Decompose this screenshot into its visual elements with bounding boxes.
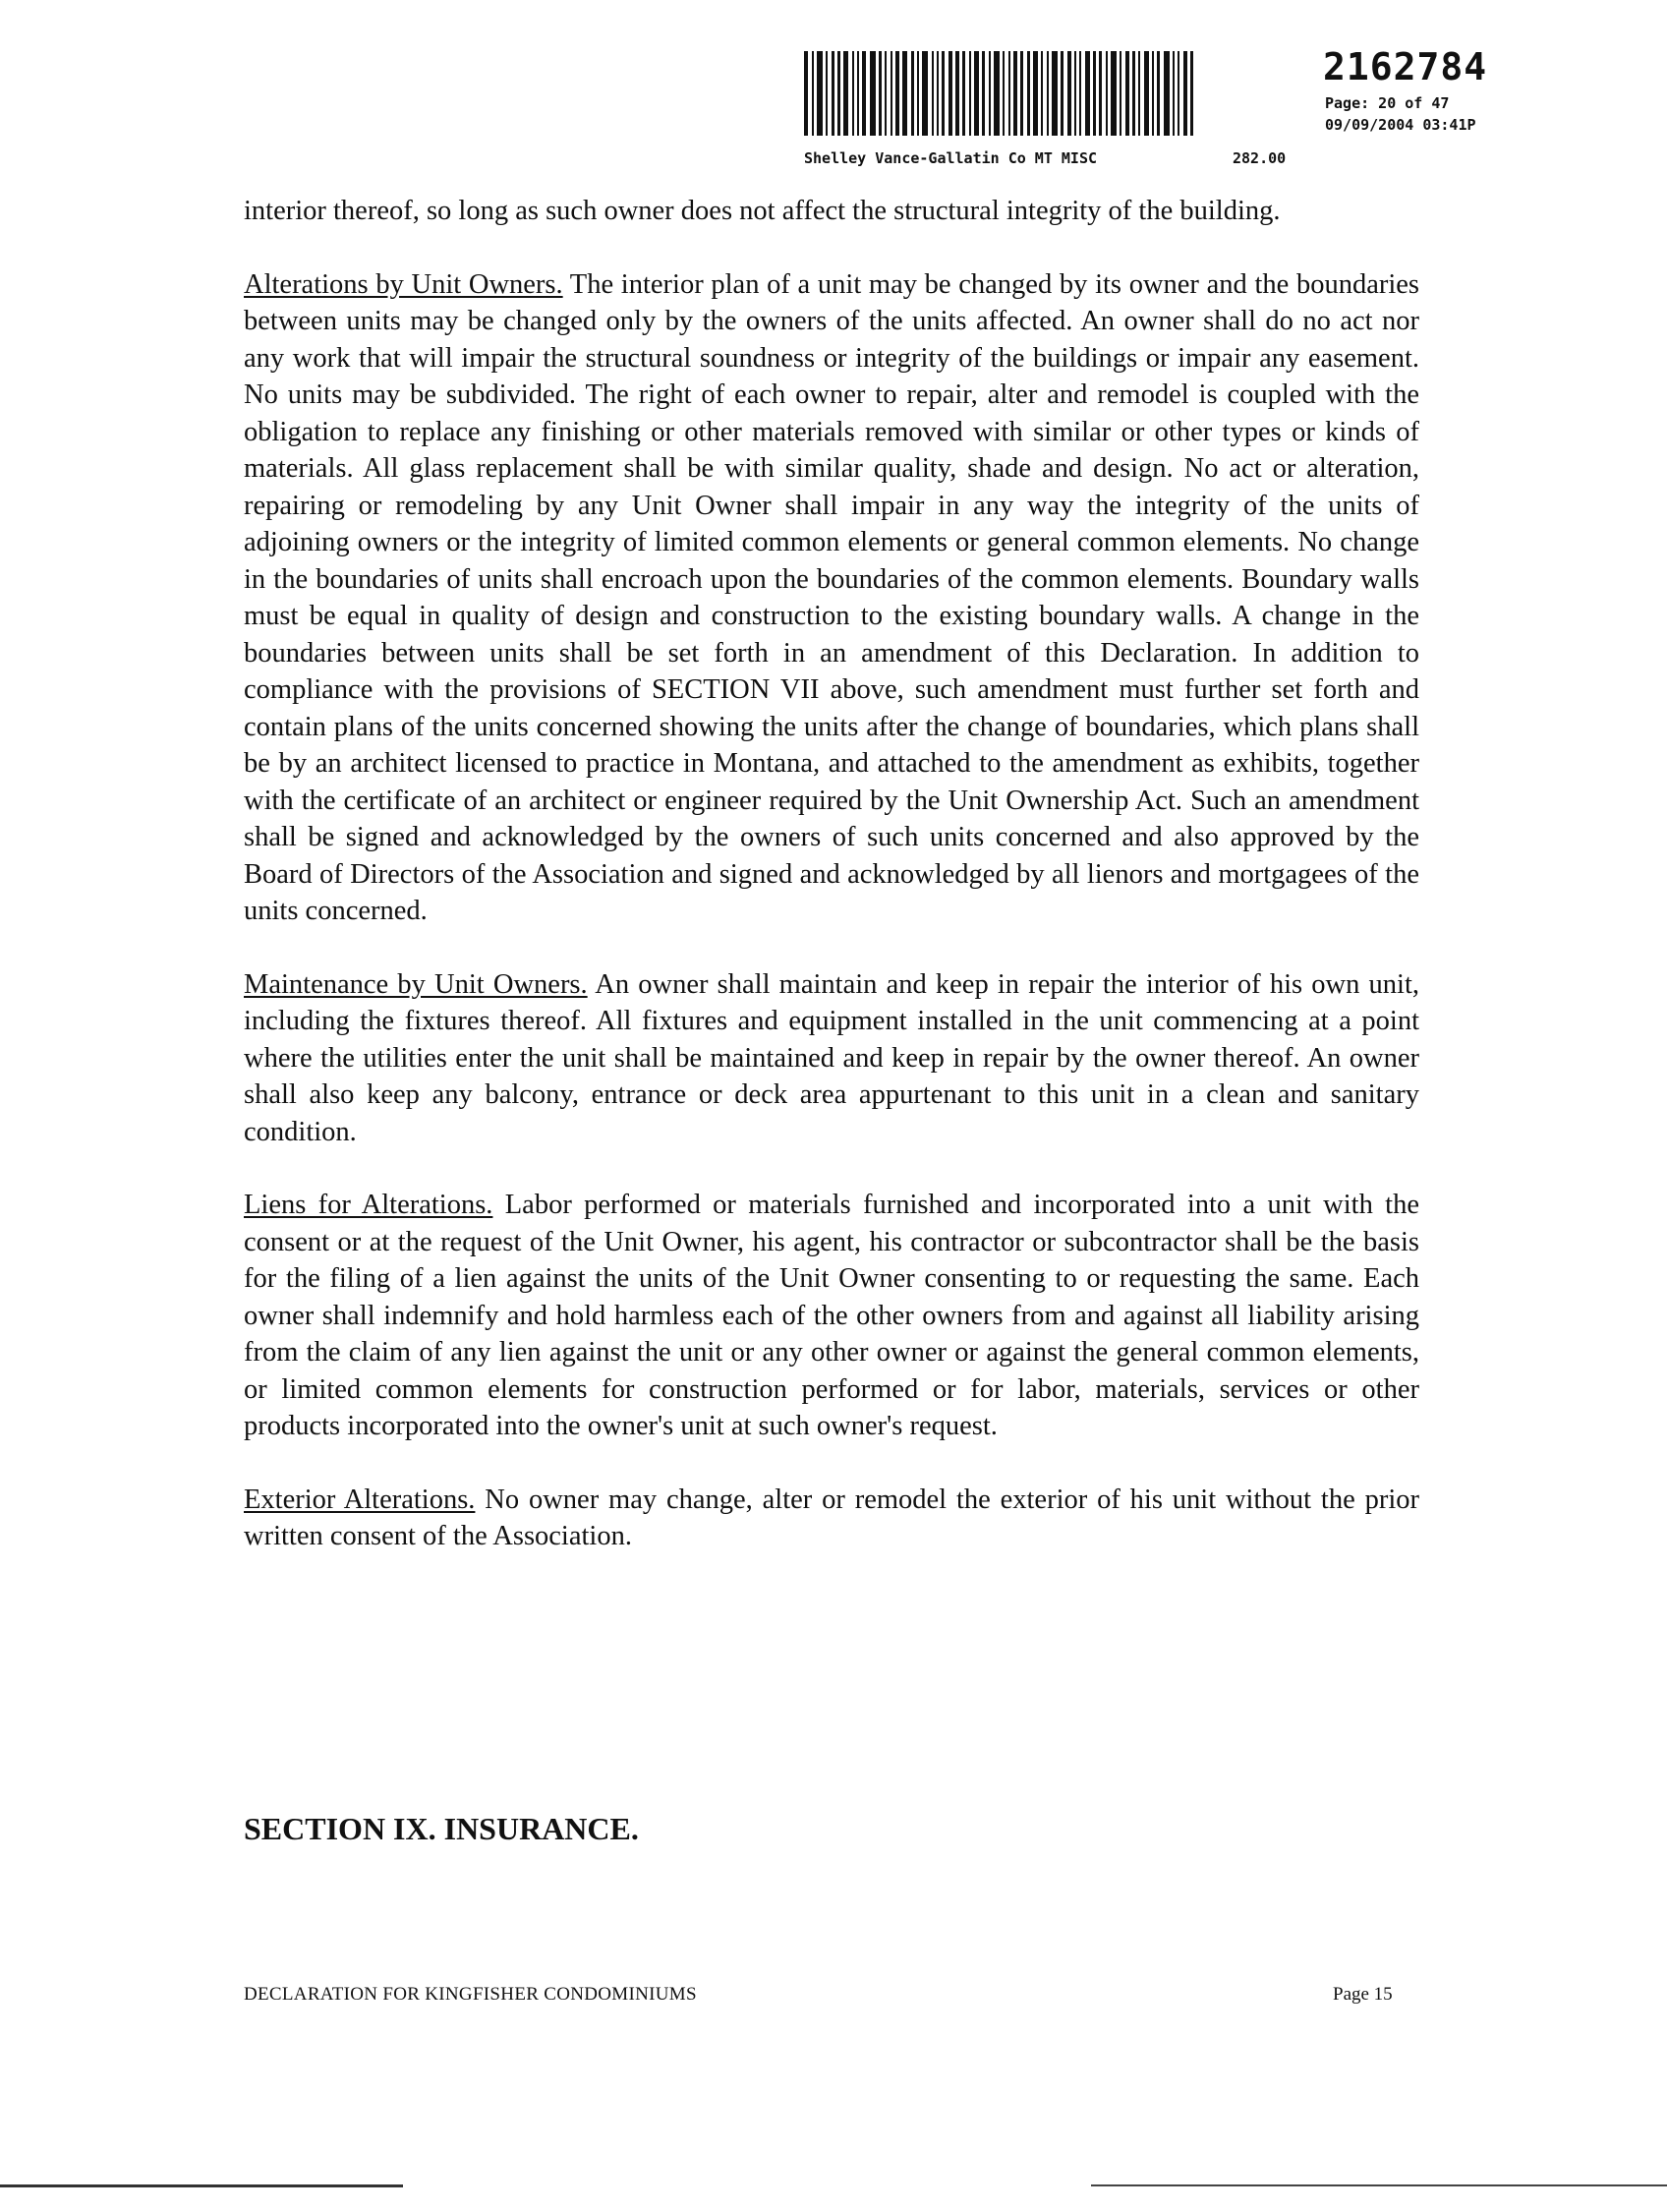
barcode-bar: [1008, 51, 1010, 136]
barcode-bar: [1183, 51, 1187, 136]
recording-number: 2162784: [1323, 45, 1488, 88]
footer-page-number: Page 15: [1333, 1984, 1393, 2005]
exterior-heading: Exterior Alterations.: [244, 1484, 476, 1515]
barcode-bar: [917, 51, 919, 136]
barcode-bar: [969, 51, 971, 136]
barcode-bar: [1027, 51, 1030, 136]
barcode-bar: [804, 51, 808, 136]
barcode-bar: [832, 51, 834, 136]
barcode-bar: [1157, 51, 1160, 136]
recorder-name: Shelley Vance-Gallatin Co MT MISC: [804, 149, 1098, 167]
barcode-bar: [1190, 51, 1193, 136]
maintenance-paragraph: [244, 966, 1419, 1151]
barcode-bar: [989, 51, 991, 136]
barcode-bar: [1111, 51, 1117, 136]
barcode-bar: [1138, 51, 1140, 136]
barcode-bar: [902, 51, 907, 136]
barcode-bar: [1074, 51, 1076, 136]
recording-datetime: 09/09/2004 03:41P: [1325, 116, 1476, 134]
barcode-bar: [962, 51, 965, 136]
liens-paragraph: [244, 1187, 1419, 1445]
barcode-bar: [852, 51, 854, 136]
barcode-bar: [974, 51, 979, 136]
scan-edge-right: [1091, 2184, 1667, 2186]
barcode-bar: [895, 51, 899, 136]
footer-title: DECLARATION FOR KINGFISHER CONDOMINIUMS: [244, 1984, 697, 2005]
barcode-bar: [843, 51, 848, 136]
barcode-bar: [870, 51, 876, 136]
barcode-bar: [1033, 51, 1038, 136]
scan-edge-left: [0, 2184, 403, 2187]
barcode-bar: [948, 51, 952, 136]
barcode-bar: [1099, 51, 1102, 136]
barcode-bar: [1003, 51, 1005, 136]
barcode-bar: [932, 51, 934, 136]
barcode-bar: [994, 51, 1000, 136]
barcode-bar: [1020, 51, 1023, 136]
barcode-bar: [1173, 51, 1175, 136]
barcode-bar: [1061, 51, 1063, 136]
barcode-bar: [1047, 51, 1049, 136]
recording-fee: 282.00: [1233, 149, 1287, 167]
barcode-bar: [922, 51, 928, 136]
barcode-bar: [1178, 51, 1179, 136]
barcode-bar: [857, 51, 859, 136]
barcode-bar: [1106, 51, 1108, 136]
barcode-bar: [891, 51, 892, 136]
alterations-paragraph: [244, 266, 1419, 930]
barcode-bar: [862, 51, 866, 136]
barcode-bar: [1041, 51, 1043, 136]
section-heading: SECTION IX. INSURANCE.: [244, 1811, 639, 1846]
barcode-bar: [1052, 51, 1058, 136]
barcode-bar: [885, 51, 887, 136]
barcode-bar: [955, 51, 959, 136]
barcode-bar: [1085, 51, 1090, 136]
alterations-text: The interior plan of a unit may be changed by its owner and the boundaries between units may be changed only by the owners of the units affected. An owner shall do no act nor any work that will impair the structural soundness or integrity of the buildings or impair any easement. No units may be subdivided. The right of each owner to repair, alter and remodel is coupled with the obligation to replace any finishing or other materials removed with similar or other types or kinds of materials. All glass replacement shall be with similar quality, shade and design. No act or alteration, repairing or remodeling by any Unit Owner shall impair in any way the integrity of the units of adjoining owners or the integrity of limited common elements or general common elements. No change in the boundaries of units shall encroach upon the boundaries of the common elements. Boundary walls must be equal in quality of design and construction to the existing boundary walls. A change in the boundaries between units shall be set forth in an amendment of this Declaration. In addition to compliance with the provisions of SECTION VII above, such amendment must further set forth and contain plans of the units concerned showing the units after the change of boundaries, which plans shall be by an architect licensed to practice in Montana, and attached to the amendment as exhibits, together with the certificate of an architect or engineer required by the Unit Ownership Act. Such an amendment shall be signed and acknowledged by the owners of such units concerned and also approved by the Board of Directors of the Association and signed and acknowledged by all lienors and mortgagees of the units concerned.: [244, 268, 1419, 926]
barcode-bar: [982, 51, 985, 136]
exterior-paragraph: [244, 1482, 1419, 1555]
barcode-bar: [1144, 51, 1149, 136]
barcode-bar: [1093, 51, 1096, 136]
document-body: [244, 193, 1419, 1592]
maintenance-text: An owner shall maintain and keep in repair the interior of his own unit, including the fixtures thereof. All fixtures and equipment installed in the unit commencing at a point where the utilities enter the unit shall be maintained and keep in repair by the owner thereof. An owner shall also keep any balcony, entrance or deck area appurtenant to this unit in a clean and sanitary condition.: [244, 968, 1419, 1147]
recording-stamp: [804, 45, 1522, 179]
barcode-bar: [1125, 51, 1129, 136]
barcode-bar: [1164, 51, 1170, 136]
barcode-bar: [942, 51, 945, 136]
barcode-bar: [911, 51, 914, 136]
barcode-bar: [837, 51, 840, 136]
barcode-bar: [937, 51, 939, 136]
barcode-bar: [1079, 51, 1081, 136]
barcode: [804, 51, 1315, 136]
liens-heading: Liens for Alterations.: [244, 1190, 493, 1220]
barcode-bar: [826, 51, 828, 136]
barcode-bar: [817, 51, 823, 136]
alterations-heading: Alterations by Unit Owners.: [244, 268, 563, 300]
barcode-bar: [1013, 51, 1017, 136]
barcode-bar: [812, 51, 814, 136]
barcode-bar: [879, 51, 882, 136]
exterior-text: No owner may change, alter or remodel the exterior of his unit without the prior written consent of the Association.: [244, 1484, 1419, 1551]
barcode-bar: [1067, 51, 1071, 136]
maintenance-heading: Maintenance by Unit Owners.: [244, 968, 588, 1000]
barcode-bar: [1120, 51, 1121, 136]
recording-page: Page: 20 of 47: [1325, 94, 1450, 112]
barcode-bar: [1152, 51, 1154, 136]
barcode-bar: [1132, 51, 1135, 136]
intro-paragraph: interior thereof, so long as such owner does not affect the structural integrity of the building.: [244, 196, 1281, 226]
liens-text: Labor performed or materials furnished and incorporated into a unit with the consent or at the request of the Unit Owner, his agent, his contractor or subcontractor shall be the basis for the filing of a lien against the units of the Unit Owner consenting to or requesting the same. Each owner shall indemnify and hold harmless each of the other owners from and against all liability arising from the claim of any lien against the unit or any other owner or against the general common elements, or limited common elements for construction performed or for labor, materials, services or other products incorporated into the owner's unit at such owner's request.: [244, 1190, 1419, 1441]
